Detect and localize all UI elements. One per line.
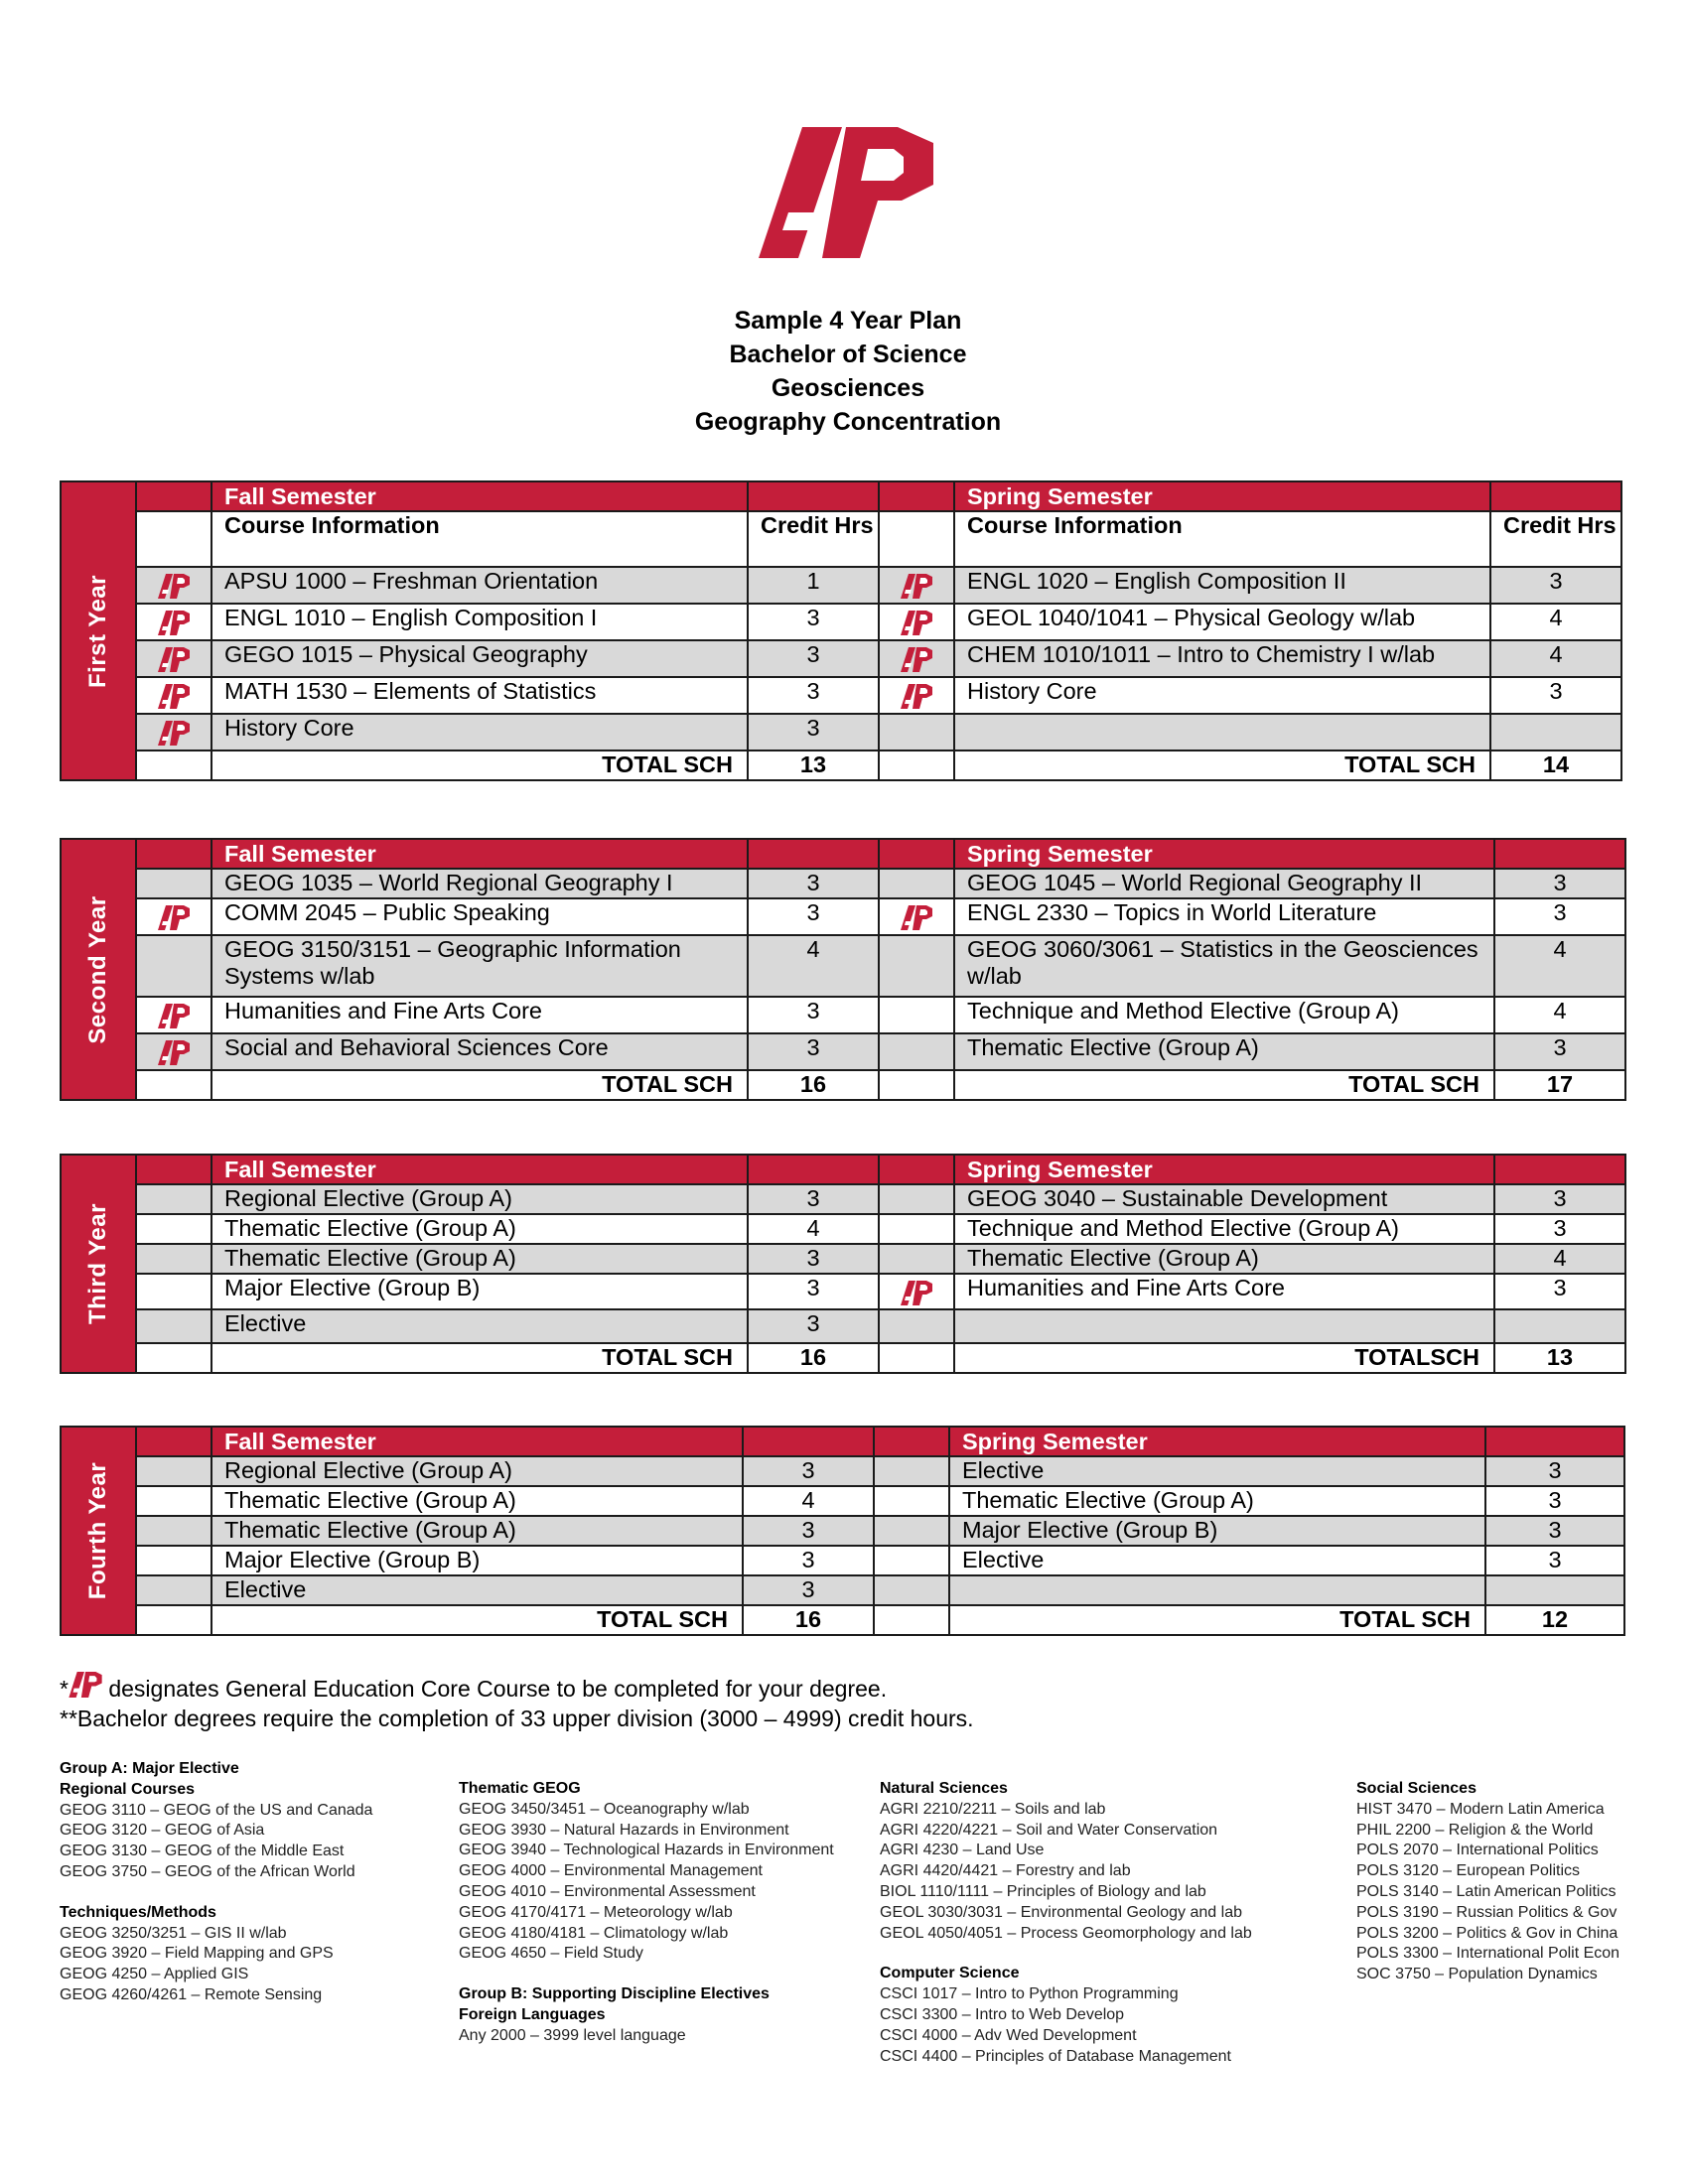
core-icon-cell (136, 604, 211, 640)
fall-credit: 3 (748, 869, 879, 898)
core-icon-cell (874, 1516, 949, 1546)
fall-total: 16 (743, 1605, 874, 1635)
core-icon-cell (136, 714, 211, 751)
fall-credit: 3 (743, 1575, 874, 1605)
title-line: Bachelor of Science (729, 341, 967, 368)
spacer (459, 1965, 834, 1984)
spring-credit: 4 (1494, 1244, 1625, 1274)
fall-course: Thematic Elective (Group A) (211, 1214, 748, 1244)
spring-credit (1490, 714, 1621, 751)
fall-credit: 3 (748, 1274, 879, 1309)
core-icon-cell (136, 1486, 211, 1516)
spring-credit: 3 (1485, 1456, 1624, 1486)
core-icon-cell (879, 1033, 954, 1070)
core-icon-cell (879, 604, 954, 640)
spring-course (954, 714, 1490, 751)
year-label-cell (61, 1427, 136, 1635)
spring-course (954, 1309, 1494, 1343)
fall-course: COMM 2045 – Public Speaking (211, 898, 748, 935)
elective-group-heading: Regional Courses (60, 1780, 196, 1798)
elective-course: GEOG 3750 – GEOG of the African World (60, 1862, 355, 1880)
spring-course: Elective (949, 1456, 1485, 1486)
elective-course: GEOG 4650 – Field Study (459, 1945, 643, 1963)
spring-credit: 4 (1494, 935, 1625, 997)
fall-credit: 3 (748, 714, 879, 751)
elective-course: GEOG 4260/4261 – Remote Sensing (60, 1985, 323, 2003)
fall-credit: 3 (748, 1184, 879, 1214)
elective-group-heading: Foreign Languages (459, 2005, 606, 2023)
ap-core-icon (158, 609, 190, 634)
elective-course: HIST 3470 – Modern Latin America (1356, 1800, 1605, 1818)
elective-course: POLS 3300 – International Polit Econ (1356, 1945, 1620, 1963)
spring-course: Elective (949, 1546, 1485, 1575)
spacer (1356, 1759, 1619, 1779)
elective-course: GEOG 4170/4171 – Meteorology w/lab (459, 1903, 733, 1921)
fall-credit: 3 (748, 640, 879, 677)
title-line: Geography Concentration (694, 408, 1002, 436)
spring-total: 13 (1494, 1343, 1625, 1373)
elective-group-heading: Natural Sciences (880, 1780, 1008, 1797)
core-icon-cell (136, 898, 211, 935)
fall-course: MATH 1530 – Elements of Statistics (211, 677, 748, 714)
core-icon-cell (136, 935, 211, 997)
course-row (61, 898, 1625, 935)
spring-credit: 3 (1494, 898, 1625, 935)
elective-course: GEOL 4050/4051 – Process Geomorphology and lab (880, 1924, 1252, 1942)
spring-course: ENGL 1020 – English Composition II (954, 567, 1490, 604)
title-line: Sample 4 Year Plan (734, 307, 962, 335)
core-icon-cell (136, 1546, 211, 1575)
course-row (61, 640, 1621, 677)
core-icon-cell (136, 567, 211, 604)
spring-credit: 3 (1485, 1486, 1624, 1516)
ap-core-icon (901, 903, 932, 929)
fall-semester-header: Fall Semester (211, 1427, 743, 1456)
credit-hrs-header: Credit Hrs (748, 511, 879, 567)
core-icon-cell (874, 1575, 949, 1605)
elective-course: AGRI 4220/4221 – Soil and Water Conservation (880, 1821, 1218, 1839)
fall-semester-header: Fall Semester (211, 481, 748, 511)
core-icon-cell (879, 1309, 954, 1343)
elective-course: AGRI 2210/2211 – Soils and lab (880, 1800, 1106, 1818)
fall-semester-header: Fall Semester (211, 839, 748, 869)
spring-credit: 4 (1490, 640, 1621, 677)
fall-course: ENGL 1010 – English Composition I (211, 604, 748, 640)
core-icon-cell (136, 1309, 211, 1343)
year-label: Second Year (84, 894, 111, 1044)
core-icon-cell (136, 997, 211, 1033)
core-icon-cell (136, 640, 211, 677)
spring-course: GEOG 3060/3061 – Statistics in the Geosciences w/lab (954, 935, 1494, 997)
spring-course: Humanities and Fine Arts Core (954, 1274, 1494, 1309)
fall-credit: 3 (748, 898, 879, 935)
elective-course: GEOG 3930 – Natural Hazards in Environment (459, 1821, 789, 1839)
spring-semester-header: Spring Semester (954, 839, 1494, 869)
elective-course: GEOG 4180/4181 – Climatology w/lab (459, 1924, 729, 1942)
elective-course: POLS 3190 – Russian Politics & Gov (1356, 1903, 1618, 1921)
fall-credit: 3 (748, 997, 879, 1033)
total-row (61, 1343, 1625, 1373)
elective-course: AGRI 4230 – Land Use (880, 1842, 1045, 1859)
spring-course: Thematic Elective (Group A) (954, 1244, 1494, 1274)
elective-course: AGRI 4420/4421 – Forestry and lab (880, 1862, 1131, 1880)
fall-credit: 4 (748, 935, 879, 997)
spring-course: GEOL 1040/1041 – Physical Geology w/lab (954, 604, 1490, 640)
spring-course: Major Elective (Group B) (949, 1516, 1485, 1546)
fall-credit: 1 (748, 567, 879, 604)
fall-credit: 3 (748, 604, 879, 640)
spring-semester-header: Spring Semester (954, 1155, 1494, 1184)
core-icon-cell (879, 869, 954, 898)
course-info-header: Course Information (211, 511, 748, 567)
core-icon-cell (136, 677, 211, 714)
course-row (61, 567, 1621, 604)
spring-credit: 4 (1490, 604, 1621, 640)
spring-course: ENGL 2330 – Topics in World Literature (954, 898, 1494, 935)
footnotes (60, 1672, 974, 1733)
elective-course: CSCI 1017 – Intro to Python Programming (880, 1985, 1179, 2003)
spring-credit: 3 (1485, 1546, 1624, 1575)
fall-course: Major Elective (Group B) (211, 1546, 743, 1575)
total-row (61, 751, 1621, 780)
elective-course: GEOG 4010 – Environmental Assessment (459, 1882, 756, 1900)
spring-credit: 3 (1494, 1274, 1625, 1309)
spring-course: Technique and Method Elective (Group A) (954, 997, 1494, 1033)
elective-course: SOC 3750 – Population Dynamics (1356, 1966, 1598, 1983)
core-icon-cell (879, 567, 954, 604)
fall-credit: 3 (743, 1456, 874, 1486)
upper-division-note: **Bachelor degrees require the completion of 33 upper division (3000 – 4999) credit hours. (60, 1706, 974, 1731)
fall-credit: 3 (743, 1546, 874, 1575)
core-icon-cell (136, 1244, 211, 1274)
course-row (61, 1575, 1624, 1605)
spring-credit: 3 (1494, 869, 1625, 898)
course-row (61, 1516, 1624, 1546)
core-icon-cell (879, 1244, 954, 1274)
ap-core-icon (901, 572, 932, 598)
spacer (880, 1944, 1252, 1964)
core-icon-cell (136, 1456, 211, 1486)
ap-core-icon (901, 682, 932, 708)
ap-core-icon (901, 609, 932, 634)
fall-course: Elective (211, 1309, 748, 1343)
year-label: Fourth Year (84, 1461, 111, 1600)
spring-course: GEOG 1045 – World Regional Geography II (954, 869, 1494, 898)
spring-total-label: TOTALSCH (954, 1343, 1494, 1373)
fall-total-label: TOTAL SCH (211, 1605, 743, 1635)
ap-logo-icon (759, 127, 933, 258)
spring-semester-header: Spring Semester (949, 1427, 1485, 1456)
elective-group-heading: Techniques/Methods (60, 1903, 216, 1921)
spring-course: History Core (954, 677, 1490, 714)
fall-credit: 3 (748, 1244, 879, 1274)
core-icon-cell (879, 714, 954, 751)
core-icon-cell (879, 640, 954, 677)
elective-course: GEOG 4000 – Environmental Management (459, 1862, 763, 1880)
fall-course: History Core (211, 714, 748, 751)
fall-total: 16 (748, 1343, 879, 1373)
spring-course (949, 1575, 1485, 1605)
year-table-1 (60, 480, 1622, 781)
spring-total: 12 (1485, 1605, 1624, 1635)
elective-course: POLS 3120 – European Politics (1356, 1862, 1581, 1880)
elective-course: GEOG 4250 – Applied GIS (60, 1966, 249, 1983)
fall-course: Major Elective (Group B) (211, 1274, 748, 1309)
elective-group-heading: Thematic GEOG (459, 1780, 581, 1797)
elective-group-heading: Computer Science (880, 1965, 1020, 1982)
core-icon-cell (136, 1033, 211, 1070)
core-icon-cell (136, 1516, 211, 1546)
fall-total: 16 (748, 1070, 879, 1100)
ap-core-icon (158, 1038, 190, 1064)
year-label-cell (61, 1155, 136, 1373)
core-icon-cell (136, 1184, 211, 1214)
ap-core-icon (158, 719, 190, 745)
elective-course: PHIL 2200 – Religion & the World (1356, 1821, 1594, 1839)
course-row (61, 997, 1625, 1033)
spring-credit: 3 (1494, 1214, 1625, 1244)
spring-course: Thematic Elective (Group A) (954, 1033, 1494, 1070)
fall-course: GEOG 1035 – World Regional Geography I (211, 869, 748, 898)
core-icon-cell (879, 935, 954, 997)
fall-course: Humanities and Fine Arts Core (211, 997, 748, 1033)
elective-course: GEOG 3120 – GEOG of Asia (60, 1822, 265, 1840)
spring-course: Thematic Elective (Group A) (949, 1486, 1485, 1516)
course-row (61, 1033, 1625, 1070)
elective-column-1 (60, 1759, 372, 2006)
spring-credit (1485, 1575, 1624, 1605)
elective-course: GEOG 3250/3251 – GIS II w/lab (60, 1924, 287, 1942)
fall-credit: 4 (748, 1214, 879, 1244)
elective-course: POLS 2070 – International Politics (1356, 1842, 1599, 1859)
spring-course: GEOG 3040 – Sustainable Development (954, 1184, 1494, 1214)
core-icon-cell (136, 869, 211, 898)
course-row (61, 1456, 1624, 1486)
fall-credit: 3 (743, 1516, 874, 1546)
elective-course: GEOG 3450/3451 – Oceanography w/lab (459, 1800, 750, 1818)
elective-course: BIOL 1110/1111 – Principles of Biology and lab (880, 1882, 1206, 1900)
elective-group-heading: Group A: Major Elective (60, 1760, 239, 1777)
ap-core-icon (158, 572, 190, 598)
spring-credit: 3 (1494, 1184, 1625, 1214)
elective-group-heading: Social Sciences (1356, 1780, 1477, 1797)
ap-core-icon (901, 1278, 932, 1303)
fall-semester-header: Fall Semester (211, 1155, 748, 1184)
fall-course: Regional Elective (Group A) (211, 1456, 743, 1486)
core-icon-cell (879, 898, 954, 935)
elective-course: GEOL 3030/3031 – Environmental Geology and lab (880, 1903, 1242, 1921)
core-icon-cell (879, 1214, 954, 1244)
course-row (61, 1546, 1624, 1575)
fall-credit: 3 (748, 677, 879, 714)
course-row (61, 869, 1625, 898)
spring-total: 17 (1494, 1070, 1625, 1100)
fall-total-label: TOTAL SCH (211, 751, 748, 780)
year-label: Third Year (84, 1203, 111, 1324)
course-row (61, 935, 1625, 997)
elective-column-2 (459, 1759, 834, 2047)
spring-credit: 3 (1490, 567, 1621, 604)
year-label-cell (61, 839, 136, 1100)
spring-credit: 3 (1490, 677, 1621, 714)
course-row (61, 1486, 1624, 1516)
elective-course: GEOG 3130 – GEOG of the Middle East (60, 1843, 345, 1860)
elective-course: CSCI 4400 – Principles of Database Management (880, 2047, 1231, 2065)
elective-course: GEOG 3940 – Technological Hazards in Environment (459, 1842, 834, 1859)
spring-credit (1494, 1309, 1625, 1343)
title-line: Geosciences (771, 374, 925, 402)
year-table-4 (60, 1426, 1625, 1636)
fall-credit: 3 (748, 1309, 879, 1343)
course-info-header: Course Information (954, 511, 1490, 567)
year-label-cell (61, 481, 136, 780)
fall-course: Social and Behavioral Sciences Core (211, 1033, 748, 1070)
fall-credit: 3 (748, 1033, 879, 1070)
core-icon-cell (874, 1486, 949, 1516)
plan-titles (0, 304, 1688, 439)
core-icon-cell (874, 1546, 949, 1575)
credit-hrs-header: Credit Hrs (1490, 511, 1621, 567)
spring-course: CHEM 1010/1011 – Intro to Chemistry I w/lab (954, 640, 1490, 677)
core-icon-cell (136, 1575, 211, 1605)
course-row (61, 604, 1621, 640)
elective-column-3 (880, 1759, 1252, 2067)
elective-course: POLS 3140 – Latin American Politics (1356, 1882, 1617, 1900)
fall-course: APSU 1000 – Freshman Orientation (211, 567, 748, 604)
ap-core-icon (158, 903, 190, 929)
spring-course: Technique and Method Elective (Group A) (954, 1214, 1494, 1244)
spacer (60, 1883, 372, 1903)
year-label: First Year (84, 574, 111, 688)
course-row (61, 677, 1621, 714)
spring-semester-header: Spring Semester (954, 481, 1490, 511)
core-icon-cell (879, 1274, 954, 1309)
spring-credit: 3 (1494, 1033, 1625, 1070)
core-icon-cell (874, 1456, 949, 1486)
total-row (61, 1605, 1624, 1635)
ap-core-icon (901, 645, 932, 671)
core-icon-cell (879, 1184, 954, 1214)
spring-credit: 3 (1485, 1516, 1624, 1546)
ap-core-icon (158, 1002, 190, 1027)
elective-course: Any 2000 – 3999 level language (459, 2026, 686, 2044)
elective-course: CSCI 4000 – Adv Wed Development (880, 2026, 1137, 2044)
course-row (61, 1244, 1625, 1274)
spring-total-label: TOTAL SCH (949, 1605, 1485, 1635)
course-row (61, 1309, 1625, 1343)
fall-course: Regional Elective (Group A) (211, 1184, 748, 1214)
core-icon-cell (879, 677, 954, 714)
fall-course: GEOG 3150/3151 – Geographic Information Systems w/lab (211, 935, 748, 997)
fall-credit: 4 (743, 1486, 874, 1516)
ap-core-icon (69, 1676, 102, 1702)
course-row (61, 1184, 1625, 1214)
elective-course: GEOG 3920 – Field Mapping and GPS (60, 1945, 334, 1963)
spacer (880, 1759, 1252, 1779)
spring-total-label: TOTAL SCH (954, 1070, 1494, 1100)
fall-course: Thematic Elective (Group A) (211, 1244, 748, 1274)
total-row (61, 1070, 1625, 1100)
elective-course: GEOG 3110 – GEOG of the US and Canada (60, 1801, 373, 1819)
fall-course: GEGO 1015 – Physical Geography (211, 640, 748, 677)
spring-total: 14 (1490, 751, 1621, 780)
spring-credit: 4 (1494, 997, 1625, 1033)
fall-course: Thematic Elective (Group A) (211, 1486, 743, 1516)
course-row (61, 1214, 1625, 1244)
core-icon-cell (136, 1274, 211, 1309)
elective-course: CSCI 3300 – Intro to Web Develop (880, 2005, 1125, 2023)
year-table-2 (60, 838, 1626, 1101)
course-row (61, 1274, 1625, 1309)
fall-course: Thematic Elective (Group A) (211, 1516, 743, 1546)
ap-core-icon (158, 682, 190, 708)
core-note: * designates General Education Core Course to be completed for your degree. (60, 1672, 974, 1704)
core-icon-cell (136, 1214, 211, 1244)
spacer (459, 1759, 834, 1779)
fall-total-label: TOTAL SCH (211, 1343, 748, 1373)
fall-total: 13 (748, 751, 879, 780)
year-table-3 (60, 1154, 1626, 1374)
ap-core-icon (158, 645, 190, 671)
course-row (61, 714, 1621, 751)
elective-column-4 (1356, 1759, 1619, 1985)
fall-total-label: TOTAL SCH (211, 1070, 748, 1100)
elective-course: POLS 3200 – Politics & Gov in China (1356, 1924, 1618, 1942)
spring-total-label: TOTAL SCH (954, 751, 1490, 780)
core-icon-cell (879, 997, 954, 1033)
fall-course: Elective (211, 1575, 743, 1605)
elective-group-heading: Group B: Supporting Discipline Electives (459, 1985, 770, 2003)
